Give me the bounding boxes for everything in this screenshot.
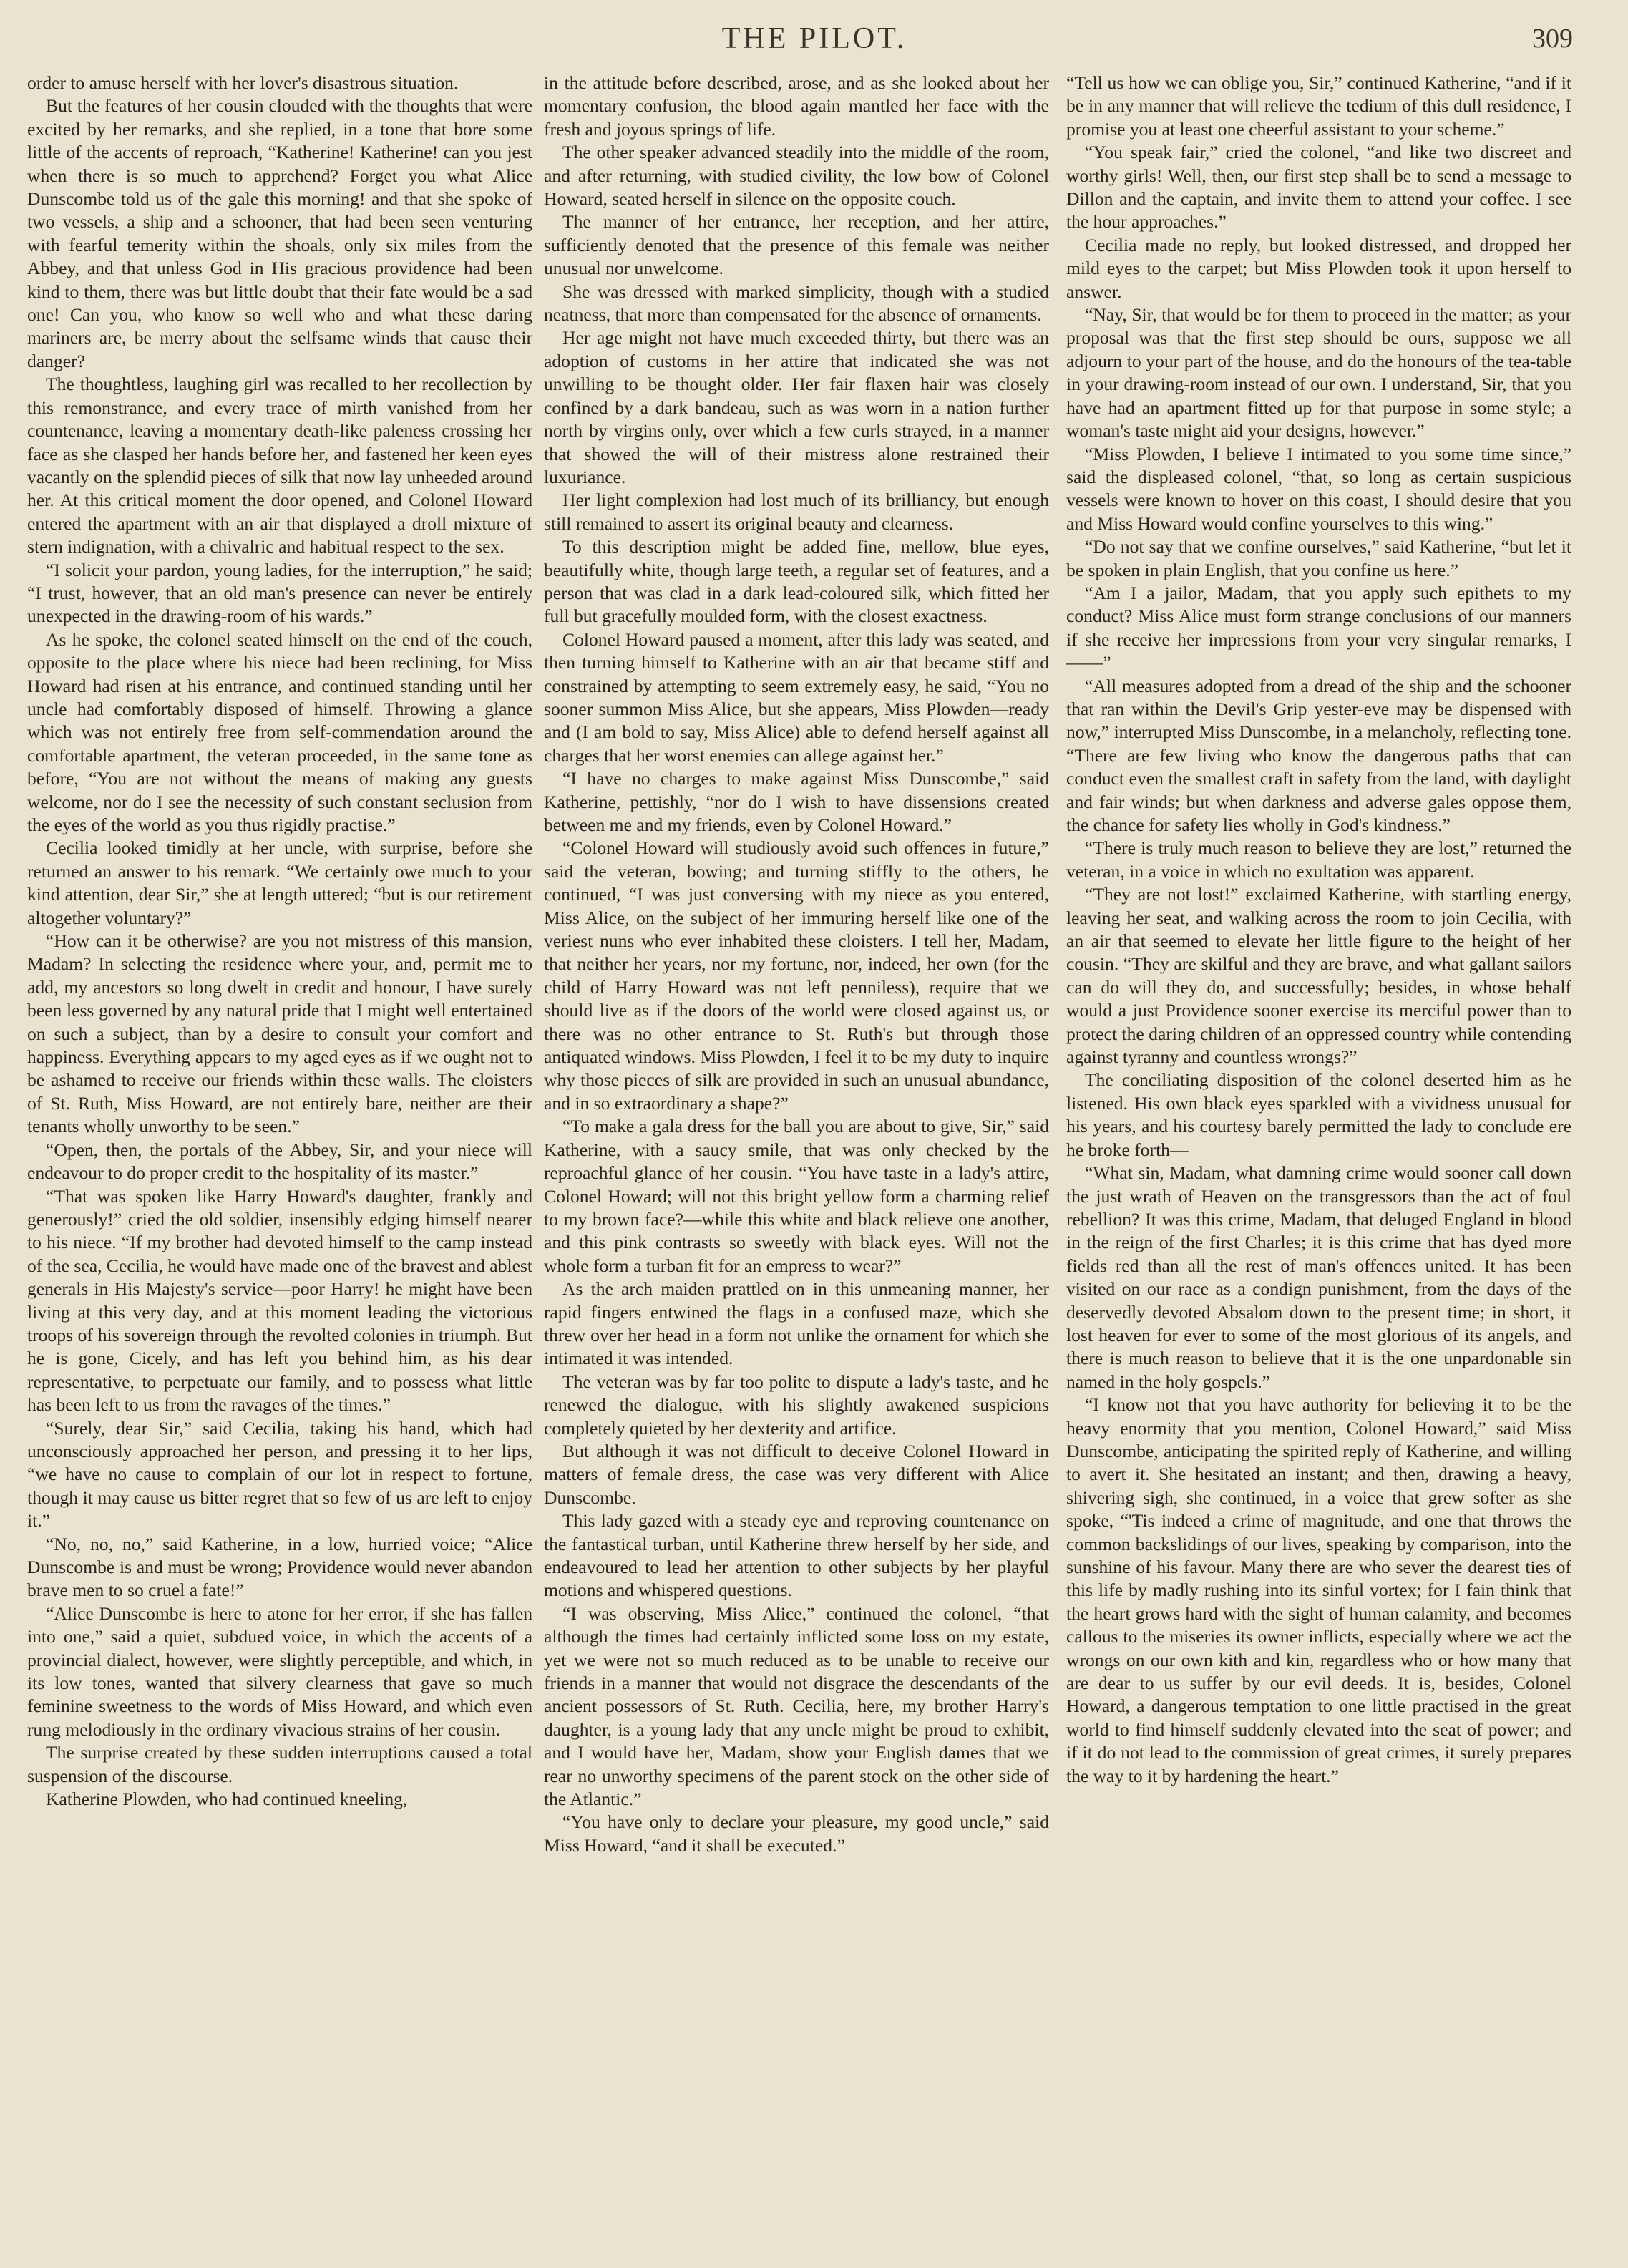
paragraph: “Surely, dear Sir,” said Cecilia, taking his hand, which had unconsciously approached her person, and pressing it to her lips, “we have no cause to complain of our lot in respect to fortune, though it may cause us bitter regret that so few of us are left to enjoy it.” xyxy=(27,1417,532,1532)
paragraph: “Open, then, the portals of the Abbey, Sir, and your niece will endeavour to do proper credit to the hospitality of its master.” xyxy=(27,1139,532,1184)
paragraph: “They are not lost!” exclaimed Katherine, with startling energy, leaving her seat, and walking across the room to join Cecilia, with an air that seemed to elevate her little figure to the height of her cousin. “They are skilful and they are brave, and what gallant sailors can do will they do, and successfully; besides, in whose behalf would a just Providence sooner exercise its merciful power than to protect the daring children of an oppressed country while contending against tyranny and countless wrongs?” xyxy=(1066,884,1571,1068)
text-column-3 xyxy=(1066,72,1571,2247)
paragraph: “I have no charges to make against Miss Dunscombe,” said Katherine, pettishly, “nor do I wish to have dissensions created between me and my friends, even by Colonel Howard.” xyxy=(544,768,1049,835)
paragraph: “How can it be otherwise? are you not mistress of this mansion, Madam? In selecting the residence where your, and, permit me to add, my ancestors so long dwelt in credit and honour, I have surely been less governed by any natural pride that I might well entertained on such a subject, than by a desire to consult your comfort and happiness. Everything appears to my aged eyes as if we ought not to be ashamed to receive our friends within these walls. The cloisters of St. Ruth, Miss Howard, are not entirely bare, neither are their tenants wholly unworthy to be seen.” xyxy=(27,930,532,1137)
paragraph: As the arch maiden prattled on in this unmeaning manner, her rapid fingers entwined the flags in a confused maze, which she threw over her head in a form not unlike the ornament for which she intimated it was intended. xyxy=(544,1278,1049,1369)
paragraph: in the attitude before described, arose, and as she looked about her momentary confusion, the blood again mantled her face with the fresh and joyous springs of life. xyxy=(544,72,1049,140)
paragraph: To this description might be added fine, mellow, blue eyes, beautifully white, though large teeth, a regular set of features, and a person that was clad in a dark lead-coloured silk, which fitted her full but gracefully moulded form, with the closest exactness. xyxy=(544,536,1049,627)
paragraph: “That was spoken like Harry Howard's daughter, frankly and generously!” cried the old soldier, insensibly edging himself nearer to his niece. “If my brother had devoted himself to the camp instead of the sea, Cecilia, he would have made one of the bravest and ablest generals in His Majesty's service—poor Harry! he might have been living at this very day, and at this moment leading the victorious troops of his sovereign through the revolted colonies in triumph. But he is gone, Cicely, and has left you behind him, as his dear representative, to perpetuate our family, and to possess what little has been left to us from the ravages of the times.” xyxy=(27,1185,532,1416)
paragraph: The conciliating disposition of the colonel deserted him as he listened. His own black eyes sparkled with a vividness unusual for his years, and his courtesy barely permitted the lady to conclude ere he broke forth— xyxy=(1066,1069,1571,1160)
paragraph: Cecilia looked timidly at her uncle, with surprise, before she returned an answer to his remark. “We certainly owe much to your kind attention, dear Sir,” she at length uttered; “but is our retirement altogether voluntary?” xyxy=(27,837,532,928)
paragraph: The thoughtless, laughing girl was recalled to her recollection by this remonstrance, and every trace of mirth vanished from her countenance, leaving a momentary death-like paleness crossing her face as she clasped her hands before her, and fastened her keen eyes vacantly on the splendid pieces of silk that now lay unheeded around her. At this critical moment the door opened, and Colonel Howard entered the apartment with an air that displayed a droll mixture of stern indignation, with a chivalric and habitual respect to the sex. xyxy=(27,374,532,558)
paragraph: But although it was not difficult to deceive Colonel Howard in matters of female dress, the case was very different with Alice Dunscombe. xyxy=(544,1440,1049,1508)
paragraph: “Am I a jailor, Madam, that you apply such epithets to my conduct? Miss Alice must form strange conclusions of our manners if she receive her impressions from your very singular remarks, I——” xyxy=(1066,582,1571,673)
paragraph: Cecilia made no reply, but looked distressed, and dropped her mild eyes to the carpet; but Miss Plowden took it upon herself to answer. xyxy=(1066,234,1571,302)
paragraph: But the features of her cousin clouded with the thoughts that were excited by her remarks, and she replied, in a tone that bore some little of the accents of reproach, “Katherine! Katherine! can you jest when there is so much to apprehend? Forget you what Alice Dunscombe told us of the gale this morning! and that she spoke of two vessels, a ship and a schooner, that had been seen venturing with fearful temerity within the shoals, only six miles from the Abbey, and that unless God in His gracious providence had been kind to them, there was but little doubt that their fate would be a sad one! Can you, who know so well who and what these daring mariners are, be merry about the selfsame winds that cause their danger? xyxy=(27,95,532,371)
paragraph: “No, no, no,” said Katherine, in a low, hurried voice; “Alice Dunscombe is and must be wrong; Providence would never abandon brave men to so cruel a fate!” xyxy=(27,1533,532,1601)
paragraph: “There is truly much reason to believe they are lost,” returned the veteran, in a voice in which no exultation was apparent. xyxy=(1066,837,1571,882)
paragraph: This lady gazed with a steady eye and reproving countenance on the fantastical turban, until Katherine threw herself by her side, and endeavoured to lead her attention to other subjects by her playful motions and whispered questions. xyxy=(544,1510,1049,1601)
page-number: 309 xyxy=(1532,24,1573,54)
paragraph: “To make a gala dress for the ball you are about to give, Sir,” said Katherine, with a saucy smile, that was only checked by the reproachful glance of her cousin. “You have taste in a lady's attire, Colonel Howard; will not this bright yellow form a charming relief to my brown face?—while this white and black relieve one another, and this pink contrasts so sweetly with black eyes. Will not the whole form a turban fit for an empress to wear?” xyxy=(544,1116,1049,1276)
paragraph: The manner of her entrance, her reception, and her attire, sufficiently denoted that the presence of this female was neither unusual nor unwelcome. xyxy=(544,211,1049,279)
paragraph: Her light complexion had lost much of its brilliancy, but enough still remained to assert its original beauty and clearness. xyxy=(544,490,1049,534)
paragraph: Her age might not have much exceeded thirty, but there was an adoption of customs in her attire that indicated she was not unwilling to be thought older. Her fair flaxen hair was closely confined by a dark bandeau, such as was worn in a nation further north by virgins only, over which a few curls strayed, in a manner that showed the will of their mistress alone restrained their luxuriance. xyxy=(544,327,1049,487)
paragraph: “You speak fair,” cried the colonel, “and like two discreet and worthy girls! Well, then, our first step shall be to send a message to Dillon and the captain, and invite them to attend your coffee. I see the hour approaches.” xyxy=(1066,142,1571,233)
paragraph: “Tell us how we can oblige you, Sir,” continued Katherine, “and if it be in any manner that will relieve the tedium of this dull residence, I promise you at least one cheerful assistant to your scheme.” xyxy=(1066,72,1571,140)
paragraph: She was dressed with marked simplicity, though with a studied neatness, that more than compensated for the absence of ornaments. xyxy=(544,281,1049,326)
page-title: THE PILOT. xyxy=(721,22,907,55)
paragraph: As he spoke, the colonel seated himself on the end of the couch, opposite to the place where his niece had been reclining, for Miss Howard had risen at his entrance, and continued standing until her uncle had comfortably disposed of himself. Throwing a glance which was not entirely free from self-commendation around the comfortable apartment, the veteran proceeded, in the same tone as before, “You are not without the means of making any guests welcome, nor do I see the necessity of such constant seclusion from the eyes of the world as you thus rigidly practise.” xyxy=(27,628,532,835)
paragraph: “You have only to declare your pleasure, my good uncle,” said Miss Howard, “and it shall be executed.” xyxy=(544,1811,1049,1856)
paragraph: “All measures adopted from a dread of the ship and the schooner that ran within the Devil's Grip yester-eve may be dispensed with now,” interrupted Miss Dunscombe, in a melancholy, reflecting tone. “There are few living who know the dangerous paths that can conduct even the smallest craft in safety from the land, with daylight and fair winds; but when darkness and adverse gales oppose them, the chance for safety lies wholly in God's kindness.” xyxy=(1066,675,1571,835)
paragraph: “I know not that you have authority for believing it to be the heavy enormity that you mention, Colonel Howard,” said Miss Dunscombe, anticipating the spirited reply of Katherine, and willing to avert it. She hesitated an instant; and then, drawing a heavy, shivering sigh, she continued, in a voice that grew softer as she spoke, “'Tis indeed a crime of magnitude, and one that throws the common backslidings of our lives, speaking by comparison, into the sunshine of his favour. Many there are who sever the dearest ties of this life by madly rushing into its sinful vortex; for I fain think that the heart grows hard with the sight of human calamity, and becomes callous to the miseries its owner inflicts, especially where we act the wrongs on our own kith and kin, regardless who or how many that are dear to us suffer by our evil deeds. It is, besides, Colonel Howard, a dangerous temptation to one little practised in the great world to find himself suddenly elevated into the seat of power; and if it do not lead to the commission of great crimes, it surely prepares the way to it by hardening the heart.” xyxy=(1066,1394,1571,1786)
paragraph: Katherine Plowden, who had continued kneeling, xyxy=(46,1788,408,1810)
paragraph: The surprise created by these sudden interruptions caused a total suspension of the discourse. xyxy=(27,1742,532,1786)
paragraph: “I was observing, Miss Alice,” continued the colonel, “that although the times had certainly inflicted some loss on my estate, yet we were not so much reduced as to be unable to receive our friends in a manner that would not disgrace the descendants of the ancient possessors of St. Ruth. Cecilia, here, my brother Harry's daughter, is a young lady that any uncle might be proud to exhibit, and I would have her, Madam, show your English dames that we rear no unworthy specimens of the parent stock on the other side of the Atlantic.” xyxy=(544,1602,1049,1810)
text-column-1 xyxy=(27,72,532,2247)
paragraph: order to amuse herself with her lover's disastrous situation. xyxy=(27,72,459,93)
page-header xyxy=(27,16,1602,57)
paragraph: Colonel Howard paused a moment, after this lady was seated, and then turning himself to Katherine with an air that became stiff and constrained by attempting to seem extremely easy, he said, “You no sooner summon Miss Alice, but she appears, Miss Plowden—ready and (I am bold to say, Miss Alice) able to defend herself against all charges that her worst enemies can allege against her.” xyxy=(544,628,1049,766)
paragraph: “Nay, Sir, that would be for them to proceed in the matter; as your proposal was that the first step should be ours, suppose we all adjourn to your part of the house, and do the honours of the tea-table in your drawing-room instead of our own. I understand, Sir, that you have had an apartment fitted up for that purpose in some style; a woman's taste might aid your designs, however.” xyxy=(1066,304,1571,442)
paragraph: The other speaker advanced steadily into the middle of the room, and after returning, with studied civility, the low bow of Colonel Howard, seated herself in silence on the opposite couch. xyxy=(544,142,1049,210)
paragraph: “Do not say that we confine ourselves,” said Katherine, “but let it be spoken in plain English, that you confine us here.” xyxy=(1066,536,1571,580)
paragraph: “Colonel Howard will studiously avoid such offences in future,” said the veteran, bowing; and turning stiffly to the others, he continued, “I was just conversing with my niece as you entered, Miss Alice, on the subject of her immuring herself like one of the veriest nuns who ever inhabited these cloisters. I tell her, Madam, that neither her years, nor my fortune, nor, indeed, her own (for the child of Harry Howard was not left penniless), require that we should live as if the doors of the world were closed against us, or there was no other entrance to St. Ruth's but through those antiquated windows. Miss Plowden, I feel it to be my duty to inquire why those pieces of silk are provided in such an unusual abundance, and in so extraordinary a shape?” xyxy=(544,837,1049,1114)
paragraph: “Alice Dunscombe is here to atone for her error, if she has fallen into one,” said a quiet, subdued voice, in which the accents of a provincial dialect, however, were slightly perceptible, and which, in its low tones, wanted that silvery clearness that gave so much feminine sweetness to the words of Miss Howard, and which even rung melodiously in the ordinary vivacious strains of her cousin. xyxy=(27,1602,532,1740)
paragraph: The veteran was by far too polite to dispute a lady's taste, and he renewed the dialogue, with his slightly awakened suspicions completely quieted by her dexterity and artifice. xyxy=(544,1371,1049,1439)
text-column-2 xyxy=(544,72,1049,2247)
paragraph: “Miss Plowden, I believe I intimated to you some time since,” said the displeased colonel, “that, so long as certain suspicious vessels were known to hover on this coast, I should desire that you and Miss Howard would confine yourselves to this wing.” xyxy=(1066,443,1571,534)
paragraph: “What sin, Madam, what damning crime would sooner call down the just wrath of Heaven on the transgressors than the act of foul rebellion? It was this crime, Madam, that deluged England in blood in the reign of the first Charles; it is this crime that has dyed more fields red than all the rest of man's offences united. It has been visited on our race as a condign punishment, from the days of the deservedly devoted Absalom down to the present time; in short, it lost heaven for ever to some of the most glorious of its angels, and there is much reason to believe that it is the one unpardonable sin named in the holy gospels.” xyxy=(1066,1162,1571,1392)
paragraph: “I solicit your pardon, young ladies, for the interruption,” he said; “I trust, however, that an old man's presence can never be entirely unexpected in the drawing-room of his wards.” xyxy=(27,559,532,627)
